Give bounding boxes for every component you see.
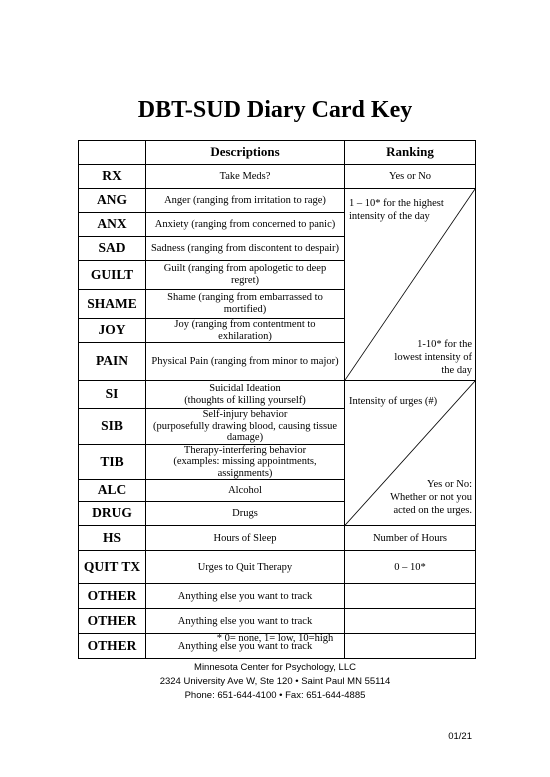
- row-code: QUIT TX: [79, 551, 146, 584]
- table-row: [79, 189, 476, 213]
- row-code: ANX: [79, 213, 146, 237]
- row-code: TIB: [79, 444, 146, 480]
- emotion-ranking-low-text: 1-10* for the lowest intensity of the day: [394, 338, 472, 376]
- table-row: [79, 165, 476, 189]
- row-code: SI: [79, 381, 146, 409]
- row-description: Shame (ranging from embarrassed to mortified): [146, 290, 345, 319]
- diary-key-table: [78, 140, 476, 659]
- row-code: SIB: [79, 409, 146, 445]
- emotion-ranking-cell: [345, 189, 476, 381]
- scale-footnote: * 0= none, 1= low, 10=high: [216, 633, 334, 644]
- row-description: Physical Pain (ranging from minor to major): [146, 343, 345, 381]
- header-code-cell: [79, 141, 146, 165]
- emotion-ranking-high-text: 1 – 10* for the highest intensity of the day: [349, 198, 444, 223]
- organization-footer: [0, 661, 550, 703]
- row-description: Anything else you want to track: [146, 584, 345, 609]
- row-description: Urges to Quit Therapy: [146, 551, 345, 584]
- org-address: 2324 University Ave W, Ste 120 • Saint Paul MN 55114: [159, 676, 391, 687]
- row-code: JOY: [79, 319, 146, 343]
- row-description: [146, 409, 345, 445]
- row-code: HS: [79, 526, 146, 551]
- row-description: Joy (ranging from contentment to exhilaration): [146, 319, 345, 343]
- row-code: DRUG: [79, 502, 146, 526]
- document-code: 01/21: [448, 731, 472, 742]
- table-row: [79, 381, 476, 409]
- row-description: Anger (ranging from irritation to rage): [146, 189, 345, 213]
- row-description: Hours of Sleep: [146, 526, 345, 551]
- row-description-line1: Therapy-interfering behavior: [183, 444, 307, 456]
- behavior-ranking-acted-text: Yes or No: Whether or not you acted on the urges.: [390, 479, 472, 517]
- row-code: SHAME: [79, 290, 146, 319]
- row-description-line2: (thoughts of killing yourself): [184, 394, 306, 406]
- table-row: [79, 584, 476, 609]
- row-ranking: 0 – 10*: [345, 551, 476, 584]
- row-description: Drugs: [146, 502, 345, 526]
- row-description: Take Meds?: [146, 165, 345, 189]
- row-description-line2: (purposefully drawing blood, causing tissue damage): [152, 420, 337, 444]
- header-ranking: Ranking: [345, 141, 476, 165]
- org-name: Minnesota Center for Psychology, LLC: [194, 662, 356, 673]
- row-description-line2: (examples: missing appointments, assignments): [173, 456, 317, 479]
- row-description: [146, 444, 345, 480]
- row-description: Alcohol: [146, 480, 345, 502]
- row-description-line1: Self-injury behavior: [202, 409, 288, 421]
- page-title: DBT-SUD Diary Card Key: [137, 97, 413, 123]
- header-descriptions: Descriptions: [146, 141, 345, 165]
- table-row: [79, 609, 476, 634]
- row-ranking: Number of Hours: [345, 526, 476, 551]
- row-description: Anxiety (ranging from concerned to panic): [146, 213, 345, 237]
- row-code: SAD: [79, 237, 146, 261]
- row-code: ALC: [79, 480, 146, 502]
- table-row: [79, 551, 476, 584]
- row-ranking: [345, 584, 476, 609]
- table-row: [79, 526, 476, 551]
- row-description-line1: Suicidal Ideation: [209, 383, 281, 395]
- row-description: Guilt (ranging from apologetic to deep regret): [146, 261, 345, 290]
- org-phone: Phone: 651-644-4100 • Fax: 651-644-4885: [184, 690, 366, 701]
- row-code: OTHER: [79, 609, 146, 634]
- row-code: GUILT: [79, 261, 146, 290]
- row-code: PAIN: [79, 343, 146, 381]
- row-description: [146, 381, 345, 409]
- row-code: OTHER: [79, 634, 146, 659]
- row-code: OTHER: [79, 584, 146, 609]
- header-row: [79, 141, 476, 165]
- row-ranking: Yes or No: [345, 165, 476, 189]
- row-code: RX: [79, 165, 146, 189]
- behavior-ranking-cell: [345, 381, 476, 526]
- behavior-ranking-urges-text: Intensity of urges (#): [349, 396, 438, 408]
- row-description: Sadness (ranging from discontent to despair): [146, 237, 345, 261]
- row-ranking: [345, 609, 476, 634]
- row-description: Anything else you want to track: [146, 609, 345, 634]
- row-code: ANG: [79, 189, 146, 213]
- row-description: Anything else you want to track: [146, 634, 345, 659]
